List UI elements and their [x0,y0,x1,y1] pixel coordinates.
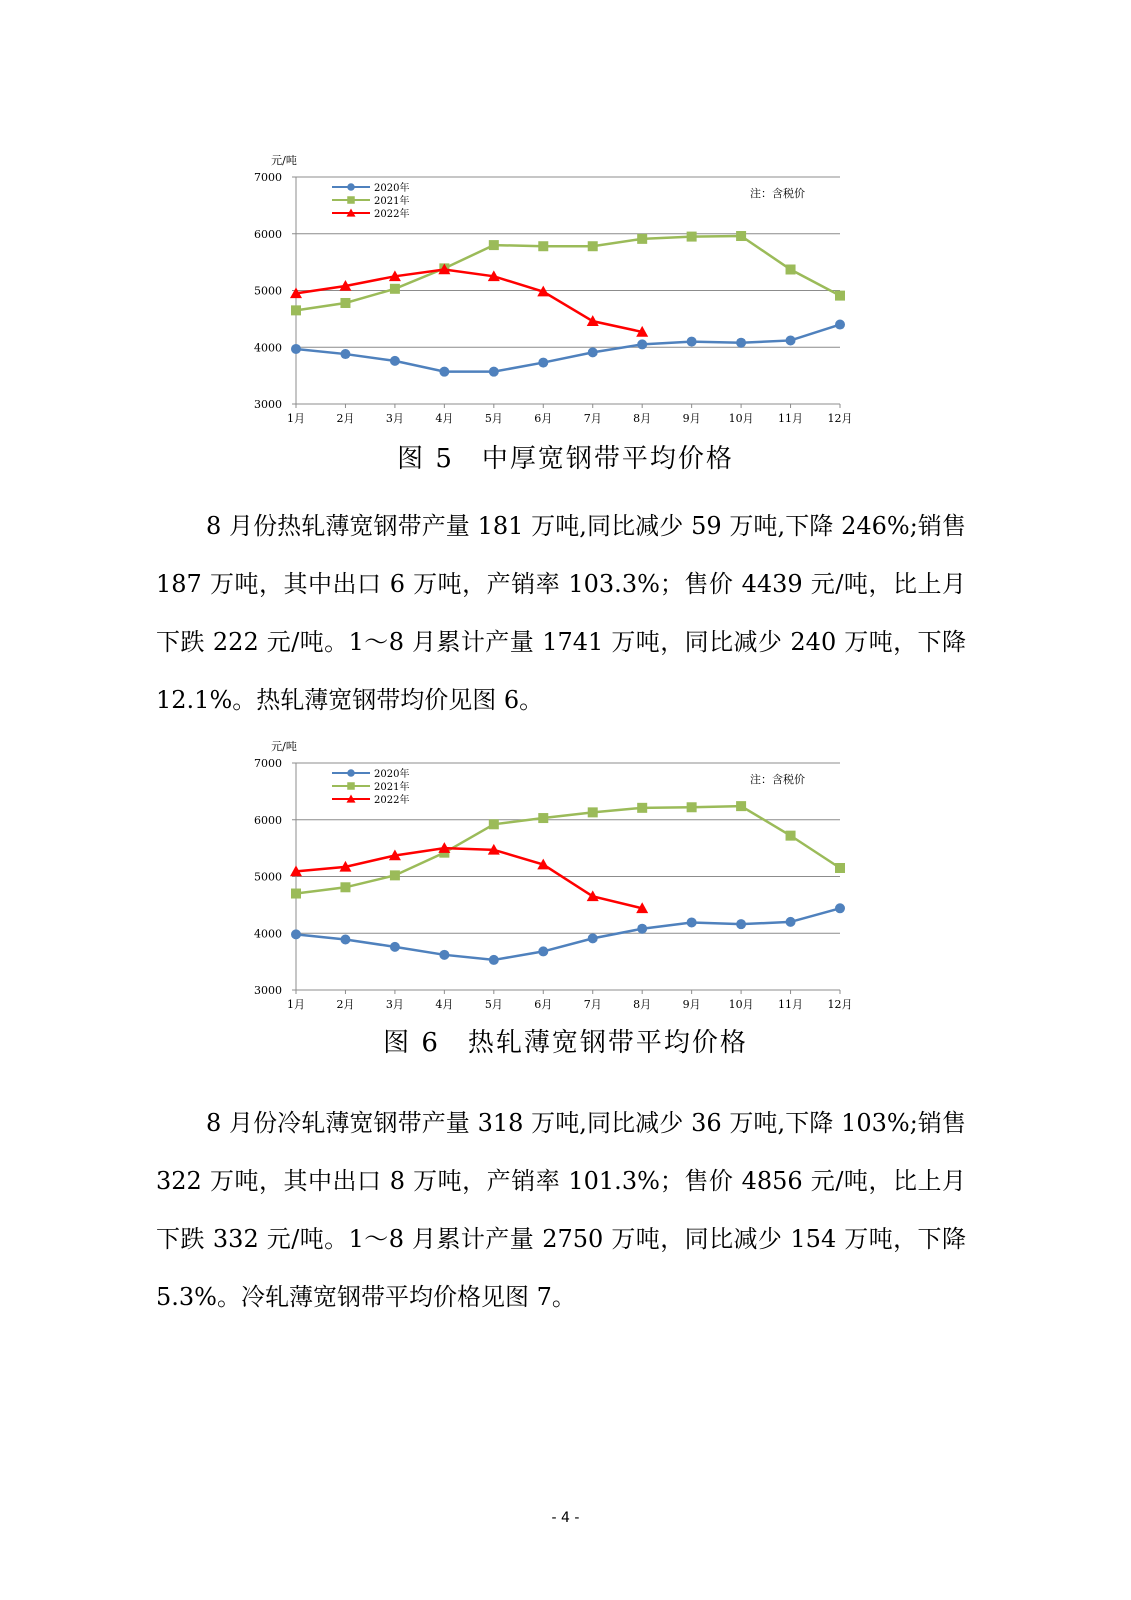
y-tick-label: 6000 [254,813,282,827]
data-point-0 [835,320,845,330]
data-point-1 [291,305,301,315]
legend-label: 2021年 [374,782,410,793]
y-tick-label: 5000 [254,284,282,298]
data-point-1 [390,870,400,880]
data-point-1 [786,831,796,841]
data-point-0 [588,347,598,357]
x-tick-label: 11月 [778,998,804,1011]
data-point-0 [439,950,449,960]
x-tick-label: 12月 [827,412,853,425]
y-tick-label: 7000 [254,757,282,770]
data-point-0 [439,367,449,377]
data-point-1 [340,882,350,892]
chart-fig5 [240,150,880,440]
data-point-0 [538,358,548,368]
data-point-1 [835,863,845,873]
x-tick-label: 5月 [484,998,503,1011]
series-line-0 [296,908,840,960]
data-point-1 [637,234,647,244]
data-point-0 [736,919,746,929]
x-tick-label: 12月 [827,998,853,1011]
x-tick-label: 9月 [682,998,701,1011]
paragraph-cold-rolled [156,1094,966,1326]
data-point-0 [588,933,598,943]
data-point-0 [390,356,400,366]
series-line-0 [296,325,840,372]
data-point-1 [340,298,350,308]
y-tick-label: 7000 [254,171,282,184]
data-point-1 [489,819,499,829]
chart-fig5-svg [240,150,880,440]
data-point-1 [538,241,548,251]
data-point-1 [637,803,647,813]
data-point-0 [390,942,400,952]
x-tick-label: 4月 [435,998,454,1011]
data-point-0 [291,344,301,354]
x-tick-label: 5月 [484,412,503,425]
data-point-0 [489,955,499,965]
x-tick-label: 8月 [633,412,652,425]
y-tick-label: 3000 [254,984,282,997]
data-point-2 [587,890,599,901]
chart-note: 注：含税价 [750,773,805,786]
data-point-1 [786,265,796,275]
x-tick-label: 10月 [728,998,754,1011]
x-tick-label: 11月 [778,412,804,425]
data-point-1 [291,889,301,899]
legend-label: 2022年 [374,795,410,806]
data-point-1 [736,801,746,811]
legend-label: 2020年 [374,183,410,194]
x-tick-label: 10月 [728,412,754,425]
legend-marker-0 [347,769,355,777]
paragraph-hot-rolled-text: 8 月份热轧薄宽钢带产量 181 万吨,同比减少 59 万吨,下降 246%;销售 187 万吨，其中出口 6 万吨，产销率 103.3%；售价 4439 元/吨，比上月下跌 222 元/吨。1～8 月累计产量 1741 万吨，同比减少 240 万吨，下降 12.1%。热轧薄宽钢带均价见图 6。 [156,512,966,714]
data-point-1 [588,807,598,817]
data-point-0 [637,339,647,349]
x-tick-label: 8月 [633,998,652,1011]
data-point-0 [538,946,548,956]
x-tick-label: 3月 [385,998,404,1011]
fig5-caption: 图 5 中厚宽钢带平均价格 [397,444,734,474]
data-point-0 [835,903,845,913]
y-tick-label: 4000 [254,927,282,941]
paragraph-hot-rolled [156,497,966,729]
x-tick-label: 7月 [583,412,602,425]
data-point-1 [489,240,499,250]
data-point-1 [736,231,746,241]
data-point-0 [291,929,301,939]
y-tick-label: 3000 [254,398,282,411]
fig6-caption: 图 6 热轧薄宽钢带平均价格 [383,1028,748,1058]
y-tick-label: 5000 [254,870,282,884]
data-point-1 [687,232,697,242]
x-tick-label: 3月 [385,412,404,425]
legend-label: 2020年 [374,769,410,780]
series-line-1 [296,236,840,310]
data-point-2 [587,315,599,326]
data-point-0 [340,349,350,359]
data-point-1 [687,802,697,812]
y-tick-label: 4000 [254,341,282,355]
x-tick-label: 1月 [287,412,305,425]
chart-note: 注：含税价 [750,187,805,200]
x-tick-label: 6月 [534,998,553,1011]
data-point-1 [538,813,548,823]
data-point-0 [687,337,697,347]
legend-marker-1 [347,782,355,790]
chart-fig6 [240,736,880,1026]
chart-fig6-svg [240,736,880,1026]
x-tick-label: 2月 [336,998,355,1011]
page-number: - 4 - [551,1510,580,1526]
data-point-0 [637,924,647,934]
data-point-0 [489,367,499,377]
y-axis-title: 元/吨 [271,740,297,753]
data-point-0 [340,934,350,944]
data-point-0 [786,917,796,927]
x-tick-label: 4月 [435,412,454,425]
legend-marker-0 [347,183,355,191]
x-tick-label: 2月 [336,412,355,425]
data-point-0 [687,917,697,927]
data-point-1 [835,291,845,301]
x-tick-label: 7月 [583,998,602,1011]
data-point-0 [736,338,746,348]
y-axis-title: 元/吨 [271,154,297,167]
data-point-1 [588,241,598,251]
legend-label: 2022年 [374,209,410,220]
data-point-0 [786,335,796,345]
y-tick-label: 6000 [254,227,282,241]
legend-label: 2021年 [374,196,410,207]
x-tick-label: 1月 [287,998,305,1011]
legend-marker-1 [347,196,355,204]
x-tick-label: 9月 [682,412,701,425]
paragraph-cold-rolled-text: 8 月份冷轧薄宽钢带产量 318 万吨,同比减少 36 万吨,下降 103%;销售 322 万吨，其中出口 8 万吨，产销率 101.3%；售价 4856 元/吨，比上月下跌 332 元/吨。1～8 月累计产量 2750 万吨，同比减少 154 万吨，下降 5.3%。冷轧薄宽钢带平均价格见图 7。 [156,1109,966,1311]
data-point-1 [390,284,400,294]
x-tick-label: 6月 [534,412,553,425]
